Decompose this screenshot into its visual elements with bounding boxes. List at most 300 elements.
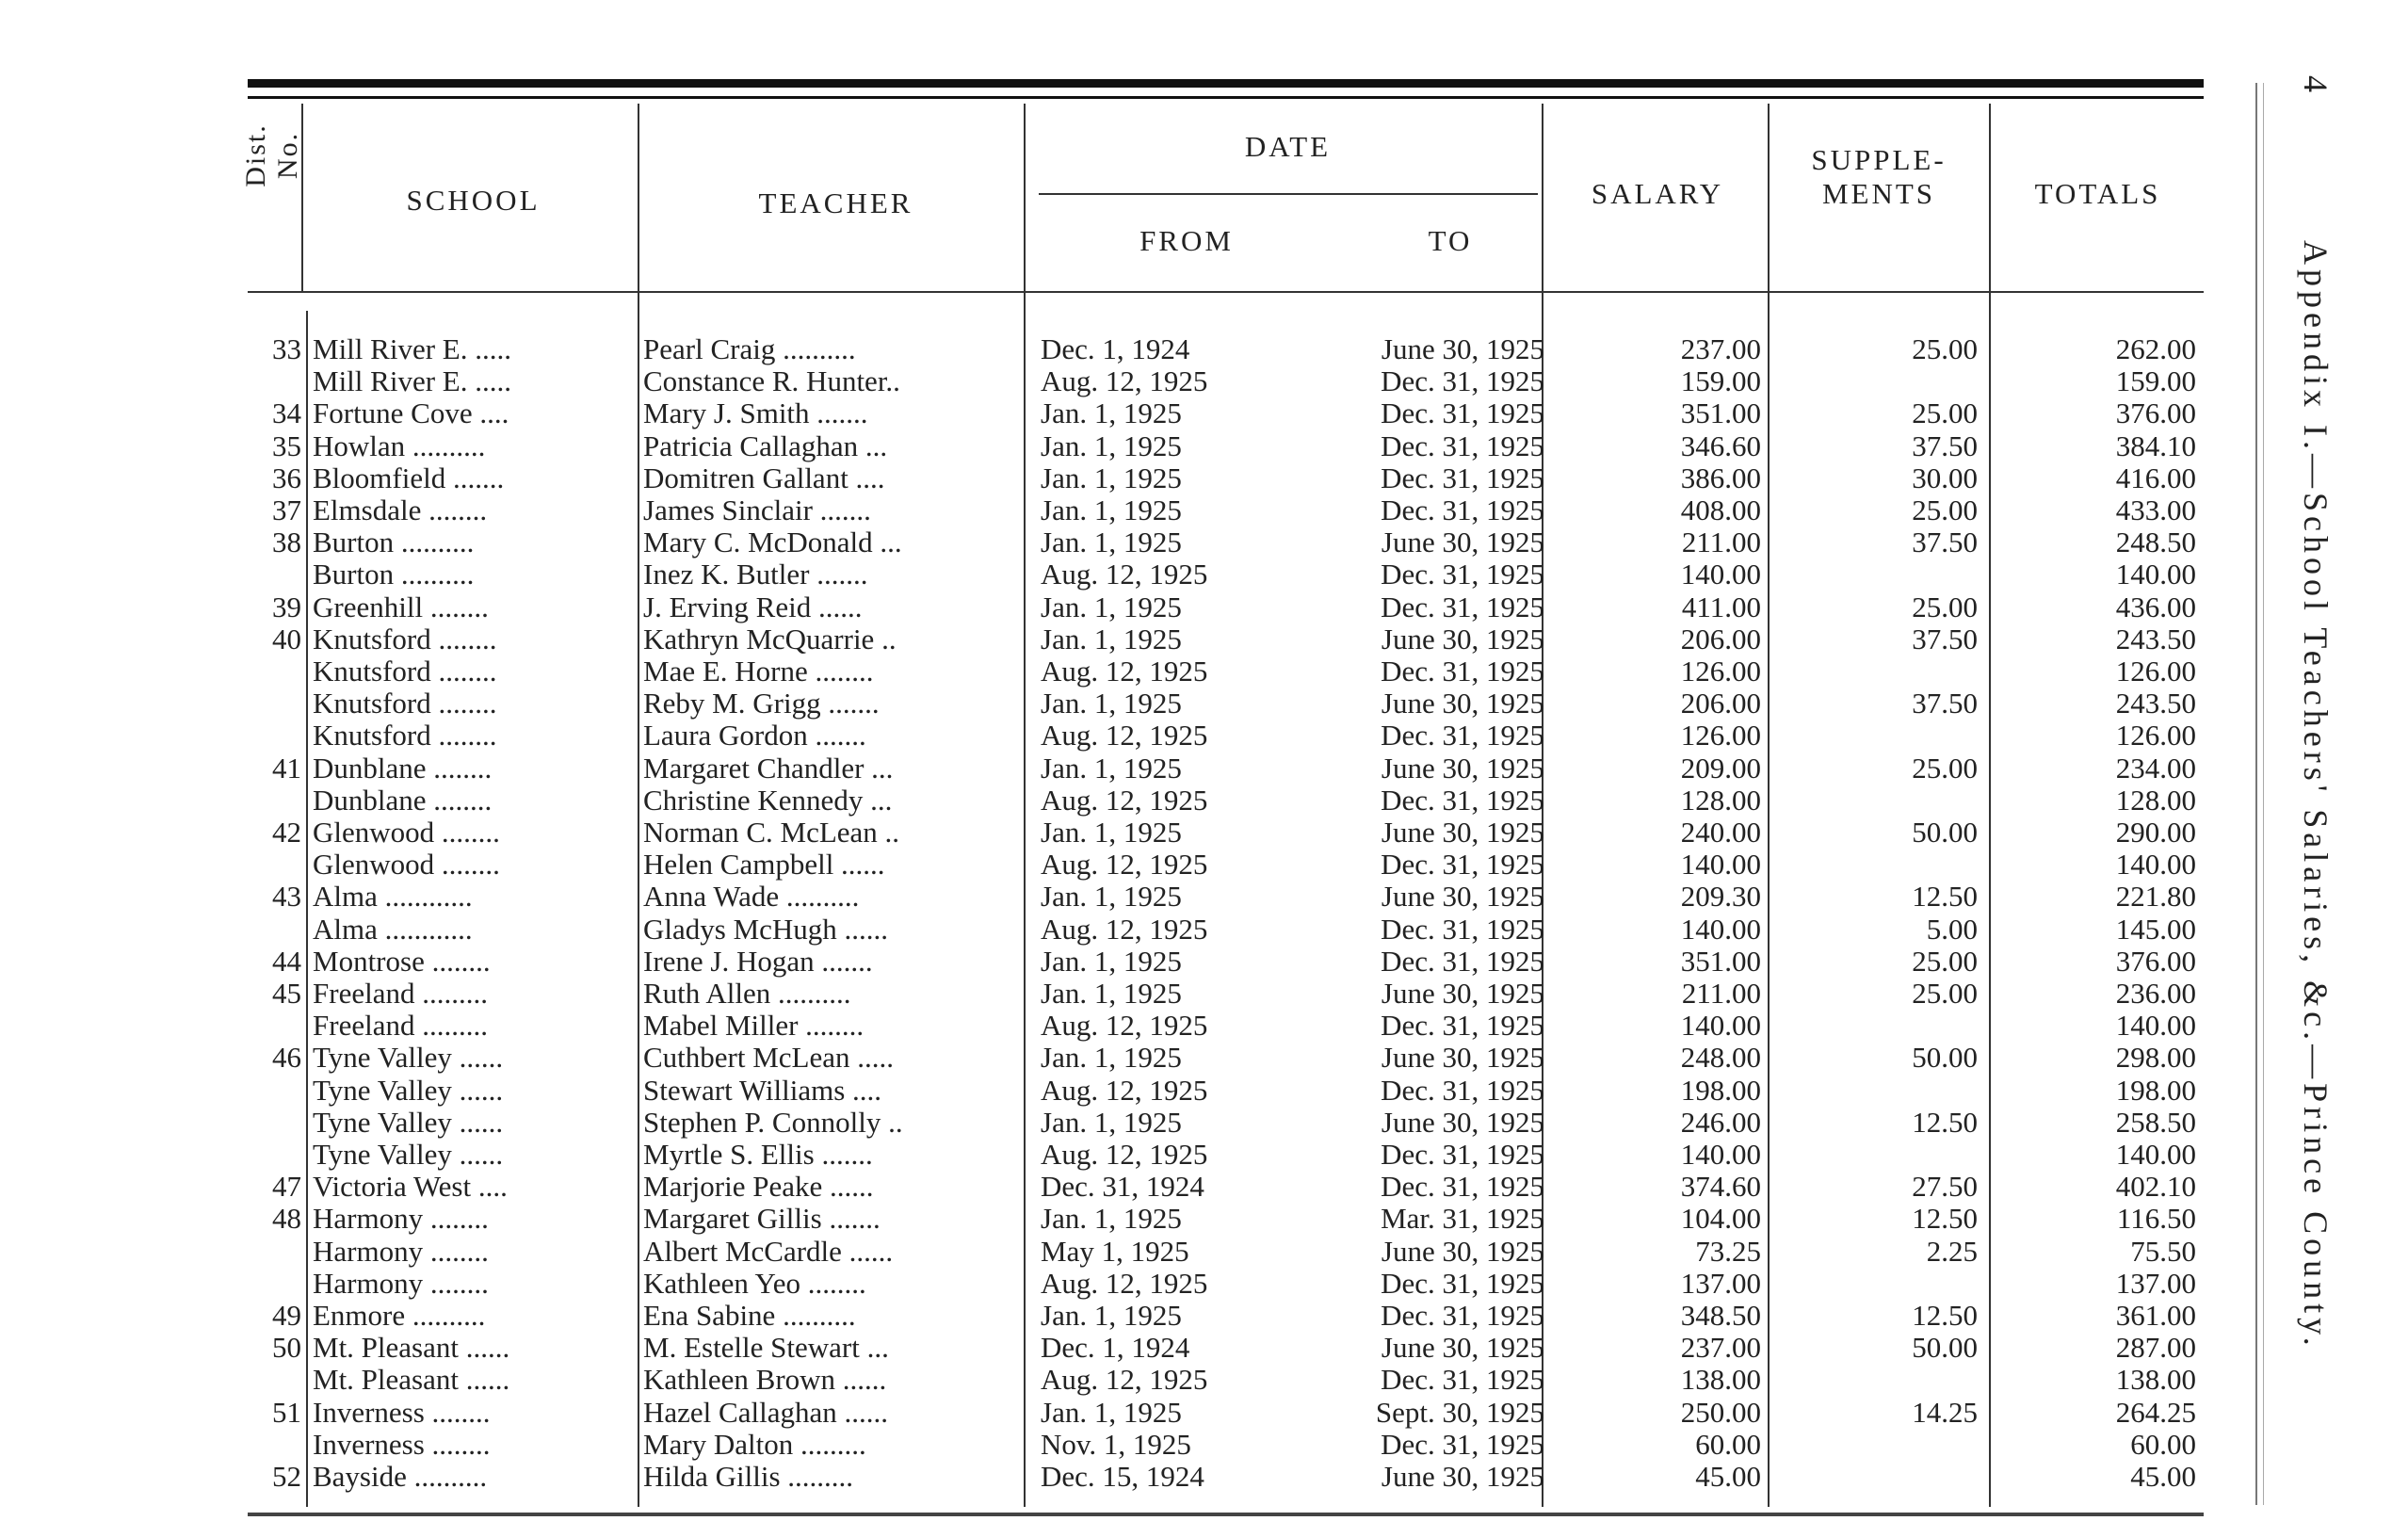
date-to: June 30, 1925 xyxy=(1381,880,1544,914)
table-row xyxy=(0,333,2260,365)
date-from: Aug. 12, 1925 xyxy=(1041,655,1208,688)
teacher-name: M. Estelle Stewart ... xyxy=(643,1331,889,1365)
supplements-value: 5.00 xyxy=(1926,912,1978,946)
date-to: Dec. 31, 1925 xyxy=(1381,461,1544,494)
header-supplements-line1: SUPPLE- xyxy=(1811,143,1947,176)
dist-number: 43 xyxy=(272,880,301,914)
school-name: Tyne Valley ...... xyxy=(313,1105,504,1139)
date-from: Jan. 1, 1925 xyxy=(1041,396,1182,430)
school-name: Inverness ........ xyxy=(313,1395,491,1429)
header-supplements-line2: MENTS xyxy=(1821,177,1936,210)
date-from: Aug. 12, 1925 xyxy=(1041,1138,1208,1171)
salary-value: 104.00 xyxy=(1680,1202,1761,1236)
total-value: 298.00 xyxy=(2115,1041,2196,1075)
supplements-value: 37.50 xyxy=(1912,526,1978,559)
school-name: Fortune Cove .... xyxy=(313,396,509,430)
salary-value: 346.60 xyxy=(1680,429,1761,462)
header-rule xyxy=(248,291,2204,293)
teacher-name: Christine Kennedy ... xyxy=(643,783,893,817)
date-to: June 30, 1925 xyxy=(1381,332,1544,365)
teacher-name: Albert McCardle ...... xyxy=(643,1234,894,1268)
top-rule-thick xyxy=(248,79,2204,88)
dist-number: 37 xyxy=(272,494,301,526)
teacher-name: Kathryn McQuarrie .. xyxy=(643,622,897,655)
salary-value: 60.00 xyxy=(1695,1427,1761,1461)
school-name: Dunblane ........ xyxy=(313,783,493,817)
dist-number: 46 xyxy=(272,1041,301,1075)
date-to: June 30, 1925 xyxy=(1381,622,1544,655)
teacher-name: Helen Campbell ...... xyxy=(643,848,885,882)
date-from: May 1, 1925 xyxy=(1041,1234,1189,1268)
teacher-name: Pearl Craig .......... xyxy=(643,332,856,365)
total-value: 262.00 xyxy=(2115,332,2196,365)
table-row xyxy=(0,1300,2260,1332)
date-from: Jan. 1, 1925 xyxy=(1041,880,1182,914)
salary-value: 348.50 xyxy=(1680,1299,1761,1332)
date-from: Nov. 1, 1925 xyxy=(1041,1427,1191,1461)
school-name: Harmony ........ xyxy=(313,1234,489,1268)
date-from: Jan. 1, 1925 xyxy=(1041,1105,1182,1139)
total-value: 140.00 xyxy=(2115,848,2196,882)
table-row xyxy=(0,1268,2260,1300)
date-to: Dec. 31, 1925 xyxy=(1381,364,1544,398)
top-rule-thin xyxy=(248,96,2204,99)
school-name: Glenwood ........ xyxy=(313,816,500,849)
salary-value: 351.00 xyxy=(1680,944,1761,978)
date-from: Aug. 12, 1925 xyxy=(1041,558,1208,591)
total-value: 402.10 xyxy=(2115,1170,2196,1204)
date-to: Dec. 31, 1925 xyxy=(1381,1299,1544,1332)
table-row xyxy=(0,978,2260,1010)
salary-value: 240.00 xyxy=(1680,816,1761,849)
date-from: Aug. 12, 1925 xyxy=(1041,912,1208,946)
teacher-name: Gladys McHugh ...... xyxy=(643,912,889,946)
school-name: Dunblane ........ xyxy=(313,751,493,785)
total-value: 137.00 xyxy=(2115,1266,2196,1300)
school-name: Enmore .......... xyxy=(313,1299,486,1332)
date-from: Aug. 12, 1925 xyxy=(1041,364,1208,398)
salary-value: 237.00 xyxy=(1680,332,1761,365)
date-to: Dec. 31, 1925 xyxy=(1381,590,1544,623)
total-value: 416.00 xyxy=(2115,461,2196,494)
total-value: 221.80 xyxy=(2115,880,2196,914)
salary-value: 137.00 xyxy=(1680,1266,1761,1300)
supplements-value: 12.50 xyxy=(1912,1105,1978,1139)
table-row xyxy=(0,785,2260,817)
total-value: 145.00 xyxy=(2115,912,2196,946)
table-row xyxy=(0,526,2260,558)
table-row xyxy=(0,365,2260,397)
header-salary: SALARY xyxy=(1591,177,1724,210)
running-title: Appendix I.—School Teachers' Salaries, &c.—Prince County. xyxy=(2297,240,2335,1351)
supplements-value: 25.00 xyxy=(1912,590,1978,623)
teacher-name: Mary J. Smith ....... xyxy=(643,396,868,430)
total-value: 361.00 xyxy=(2115,1299,2196,1332)
table-row xyxy=(0,1332,2260,1364)
teacher-name: Inez K. Butler ....... xyxy=(643,558,868,591)
date-to: Dec. 31, 1925 xyxy=(1381,494,1544,526)
salary-value: 211.00 xyxy=(1681,526,1761,559)
date-from: Aug. 12, 1925 xyxy=(1041,1009,1208,1043)
date-from: Aug. 12, 1925 xyxy=(1041,1073,1208,1107)
school-name: Inverness ........ xyxy=(313,1427,491,1461)
date-from: Aug. 12, 1925 xyxy=(1041,1363,1208,1397)
salary-value: 206.00 xyxy=(1680,687,1761,720)
teacher-name: Stewart Williams .... xyxy=(643,1073,882,1107)
salary-value: 126.00 xyxy=(1680,719,1761,752)
date-from: Aug. 12, 1925 xyxy=(1041,1266,1208,1300)
salary-value: 374.60 xyxy=(1680,1170,1761,1204)
teacher-name: Stephen P. Connolly .. xyxy=(643,1105,903,1139)
date-from: Jan. 1, 1925 xyxy=(1041,1041,1182,1075)
supplements-value: 27.50 xyxy=(1912,1170,1978,1204)
date-to: Dec. 31, 1925 xyxy=(1381,783,1544,817)
total-value: 236.00 xyxy=(2115,977,2196,1010)
total-value: 198.00 xyxy=(2115,1073,2196,1107)
supplements-value: 12.50 xyxy=(1912,1202,1978,1236)
teacher-name: James Sinclair ....... xyxy=(643,494,871,526)
date-to: Dec. 31, 1925 xyxy=(1381,655,1544,688)
school-name: Mt. Pleasant ...... xyxy=(313,1331,510,1365)
date-to: Mar. 31, 1925 xyxy=(1381,1202,1544,1236)
teacher-name: Myrtle S. Ellis ....... xyxy=(643,1138,873,1171)
salary-value: 140.00 xyxy=(1680,912,1761,946)
salary-value: 126.00 xyxy=(1680,655,1761,688)
date-from: Jan. 1, 1925 xyxy=(1041,461,1182,494)
school-name: Knutsford ........ xyxy=(313,719,497,752)
table-row xyxy=(0,494,2260,526)
total-value: 258.50 xyxy=(2115,1105,2196,1139)
date-to: Dec. 31, 1925 xyxy=(1381,848,1544,882)
dist-number: 44 xyxy=(272,944,301,978)
school-name: Tyne Valley ...... xyxy=(313,1041,504,1075)
teacher-name: Laura Gordon ....... xyxy=(643,719,866,752)
table-row xyxy=(0,881,2260,913)
total-value: 116.50 xyxy=(2116,1202,2196,1236)
salary-value: 198.00 xyxy=(1680,1073,1761,1107)
total-value: 45.00 xyxy=(2130,1460,2196,1493)
school-name: Bloomfield ....... xyxy=(313,461,505,494)
table-row xyxy=(0,946,2260,978)
date-to: Dec. 31, 1925 xyxy=(1381,1138,1544,1171)
date-from: Jan. 1, 1925 xyxy=(1041,1202,1182,1236)
school-name: Freeland ......... xyxy=(313,1009,488,1043)
date-to: Dec. 31, 1925 xyxy=(1381,1427,1544,1461)
table-row xyxy=(0,688,2260,720)
teacher-name: Mae E. Horne ........ xyxy=(643,655,874,688)
teacher-name: Norman C. McLean .. xyxy=(643,816,900,849)
date-from: Dec. 1, 1924 xyxy=(1041,1331,1190,1365)
teacher-name: Irene J. Hogan ....... xyxy=(643,944,873,978)
supplements-value: 50.00 xyxy=(1912,816,1978,849)
date-to: Sept. 30, 1925 xyxy=(1375,1395,1544,1429)
supplements-value: 37.50 xyxy=(1912,687,1978,720)
total-value: 140.00 xyxy=(2115,558,2196,591)
table-row xyxy=(0,1429,2260,1461)
dist-number: 47 xyxy=(272,1170,301,1204)
dist-number: 40 xyxy=(272,622,301,655)
page-number: 4 xyxy=(2297,75,2335,97)
salary-value: 248.00 xyxy=(1680,1041,1761,1075)
teacher-name: Cuthbert McLean ..... xyxy=(643,1041,895,1075)
dist-number: 49 xyxy=(272,1299,301,1332)
date-from: Jan. 1, 1925 xyxy=(1041,751,1182,785)
total-value: 126.00 xyxy=(2115,719,2196,752)
school-name: Bayside .......... xyxy=(313,1460,488,1493)
supplements-value: 25.00 xyxy=(1912,944,1978,978)
teacher-name: Domitren Gallant .... xyxy=(643,461,885,494)
school-name: Freeland ......... xyxy=(313,977,488,1010)
school-name: Knutsford ........ xyxy=(313,655,497,688)
teacher-name: Anna Wade .......... xyxy=(643,880,860,914)
salary-value: 140.00 xyxy=(1680,1009,1761,1043)
header-school: SCHOOL xyxy=(406,184,541,217)
dist-number: 38 xyxy=(272,526,301,559)
header-from: FROM xyxy=(1139,224,1234,257)
teacher-name: Mary C. McDonald ... xyxy=(643,526,902,559)
date-to: June 30, 1925 xyxy=(1381,1041,1544,1075)
school-name: Tyne Valley ...... xyxy=(313,1073,504,1107)
total-value: 248.50 xyxy=(2115,526,2196,559)
school-name: Tyne Valley ...... xyxy=(313,1138,504,1171)
supplements-value: 12.50 xyxy=(1912,1299,1978,1332)
table-row xyxy=(0,1107,2260,1139)
school-name: Burton .......... xyxy=(313,558,475,591)
date-divider-rule xyxy=(1039,193,1538,195)
total-value: 290.00 xyxy=(2115,816,2196,849)
table-row xyxy=(0,462,2260,494)
date-to: Dec. 31, 1925 xyxy=(1381,1363,1544,1397)
dist-number: 52 xyxy=(272,1460,301,1493)
total-value: 60.00 xyxy=(2130,1427,2196,1461)
date-to: June 30, 1925 xyxy=(1381,1105,1544,1139)
date-from: Jan. 1, 1925 xyxy=(1041,429,1182,462)
total-value: 140.00 xyxy=(2115,1138,2196,1171)
date-from: Aug. 12, 1925 xyxy=(1041,719,1208,752)
teacher-name: Margaret Chandler ... xyxy=(643,751,894,785)
date-to: Dec. 31, 1925 xyxy=(1381,429,1544,462)
school-name: Harmony ........ xyxy=(313,1266,489,1300)
dist-number: 45 xyxy=(272,977,301,1010)
date-to: June 30, 1925 xyxy=(1381,816,1544,849)
teacher-name: Reby M. Grigg ....... xyxy=(643,687,880,720)
total-value: 138.00 xyxy=(2115,1363,2196,1397)
salary-value: 209.30 xyxy=(1680,880,1761,914)
total-value: 376.00 xyxy=(2115,944,2196,978)
total-value: 126.00 xyxy=(2115,655,2196,688)
table-row xyxy=(0,623,2260,655)
total-value: 384.10 xyxy=(2115,429,2196,462)
table-row xyxy=(0,720,2260,752)
salary-value: 140.00 xyxy=(1680,558,1761,591)
margin-line-thin xyxy=(2263,83,2264,1505)
teacher-name: Marjorie Peake ...... xyxy=(643,1170,874,1204)
table-row xyxy=(0,1236,2260,1268)
date-to: June 30, 1925 xyxy=(1381,687,1544,720)
school-name: Alma ............ xyxy=(313,880,473,914)
supplements-value: 25.00 xyxy=(1912,396,1978,430)
table-row xyxy=(0,1397,2260,1429)
total-value: 75.50 xyxy=(2130,1234,2196,1268)
supplements-value: 25.00 xyxy=(1912,751,1978,785)
date-from: Jan. 1, 1925 xyxy=(1041,687,1182,720)
teacher-name: Mary Dalton ......... xyxy=(643,1427,866,1461)
school-name: Burton .......... xyxy=(313,526,475,559)
date-from: Dec. 1, 1924 xyxy=(1041,332,1190,365)
school-name: Howlan .......... xyxy=(313,429,486,462)
dist-number: 33 xyxy=(272,332,301,365)
salary-value: 206.00 xyxy=(1680,622,1761,655)
dist-number: 35 xyxy=(272,429,301,462)
date-to: June 30, 1925 xyxy=(1381,1234,1544,1268)
salary-value: 209.00 xyxy=(1680,751,1761,785)
salary-value: 351.00 xyxy=(1680,396,1761,430)
table-row xyxy=(0,1139,2260,1171)
date-from: Aug. 12, 1925 xyxy=(1041,783,1208,817)
total-value: 140.00 xyxy=(2115,1009,2196,1043)
date-to: Dec. 31, 1925 xyxy=(1381,912,1544,946)
supplements-value: 50.00 xyxy=(1912,1331,1978,1365)
date-to: Dec. 31, 1925 xyxy=(1381,1009,1544,1043)
teacher-name: Patricia Callaghan ... xyxy=(643,429,888,462)
table-row xyxy=(0,1042,2260,1074)
salary-value: 411.00 xyxy=(1681,590,1761,623)
table-row xyxy=(0,1010,2260,1042)
teacher-name: Ena Sabine .......... xyxy=(643,1299,856,1332)
salary-value: 140.00 xyxy=(1680,1138,1761,1171)
supplements-value: 25.00 xyxy=(1912,977,1978,1010)
salary-value: 250.00 xyxy=(1680,1395,1761,1429)
date-from: Jan. 1, 1925 xyxy=(1041,1299,1182,1332)
supplements-value: 2.25 xyxy=(1926,1234,1978,1268)
table-row xyxy=(0,1171,2260,1203)
school-name: Mt. Pleasant ...... xyxy=(313,1363,510,1397)
school-name: Elmsdale ........ xyxy=(313,494,488,526)
table-row xyxy=(0,1075,2260,1107)
date-to: June 30, 1925 xyxy=(1381,1460,1544,1493)
date-to: June 30, 1925 xyxy=(1381,977,1544,1010)
table-row xyxy=(0,817,2260,849)
dist-number: 41 xyxy=(272,751,301,785)
table-row xyxy=(0,430,2260,462)
salary-value: 73.25 xyxy=(1695,1234,1761,1268)
dist-number: 36 xyxy=(272,461,301,494)
date-to: Dec. 31, 1925 xyxy=(1381,396,1544,430)
teacher-name: Hilda Gillis ......... xyxy=(643,1460,854,1493)
date-from: Jan. 1, 1925 xyxy=(1041,590,1182,623)
table-row xyxy=(0,591,2260,623)
dist-number: 34 xyxy=(272,396,301,430)
date-from: Dec. 15, 1924 xyxy=(1041,1460,1204,1493)
teacher-name: J. Erving Reid ...... xyxy=(643,590,863,623)
supplements-value: 14.25 xyxy=(1912,1395,1978,1429)
school-name: Knutsford ........ xyxy=(313,687,497,720)
school-name: Harmony ........ xyxy=(313,1202,489,1236)
date-from: Jan. 1, 1925 xyxy=(1041,494,1182,526)
salary-value: 45.00 xyxy=(1695,1460,1761,1493)
supplements-value: 37.50 xyxy=(1912,429,1978,462)
table-row xyxy=(0,397,2260,429)
salary-value: 138.00 xyxy=(1680,1363,1761,1397)
date-to: June 30, 1925 xyxy=(1381,1331,1544,1365)
total-value: 128.00 xyxy=(2115,783,2196,817)
dist-number: 48 xyxy=(272,1202,301,1236)
header-totals: TOTALS xyxy=(2034,177,2161,210)
teacher-name: Ruth Allen .......... xyxy=(643,977,851,1010)
dist-number: 51 xyxy=(272,1395,301,1429)
salary-value: 159.00 xyxy=(1680,364,1761,398)
salary-value: 211.00 xyxy=(1681,977,1761,1010)
supplements-value: 37.50 xyxy=(1912,622,1978,655)
total-value: 433.00 xyxy=(2115,494,2196,526)
salary-value: 246.00 xyxy=(1680,1105,1761,1139)
supplements-value: 25.00 xyxy=(1912,494,1978,526)
total-value: 243.50 xyxy=(2115,687,2196,720)
table-row xyxy=(0,1364,2260,1396)
supplements-value: 25.00 xyxy=(1912,332,1978,365)
date-from: Aug. 12, 1925 xyxy=(1041,848,1208,882)
teacher-name: Mabel Miller ........ xyxy=(643,1009,865,1043)
date-to: Dec. 31, 1925 xyxy=(1381,558,1544,591)
date-to: Dec. 31, 1925 xyxy=(1381,719,1544,752)
header-date: DATE xyxy=(1244,130,1332,163)
salary-value: 386.00 xyxy=(1680,461,1761,494)
teacher-name: Constance R. Hunter.. xyxy=(643,364,900,398)
total-value: 159.00 xyxy=(2115,364,2196,398)
date-from: Jan. 1, 1925 xyxy=(1041,1395,1182,1429)
teacher-name: Hazel Callaghan ...... xyxy=(643,1395,888,1429)
table-row xyxy=(0,558,2260,591)
date-from: Dec. 31, 1924 xyxy=(1041,1170,1204,1204)
header-teacher: TEACHER xyxy=(758,186,913,219)
salary-value: 140.00 xyxy=(1680,848,1761,882)
teacher-name: Margaret Gillis ....... xyxy=(643,1202,881,1236)
school-name: Montrose ........ xyxy=(313,944,491,978)
date-to: Dec. 31, 1925 xyxy=(1381,944,1544,978)
salary-value: 237.00 xyxy=(1680,1331,1761,1365)
table-row xyxy=(0,655,2260,688)
header-to: TO xyxy=(1428,224,1473,257)
dist-number: 39 xyxy=(272,590,301,623)
total-value: 234.00 xyxy=(2115,751,2196,785)
table-row xyxy=(0,752,2260,785)
date-to: Dec. 31, 1925 xyxy=(1381,1073,1544,1107)
school-name: Knutsford ........ xyxy=(313,622,497,655)
dist-number: 42 xyxy=(272,816,301,849)
supplements-value: 30.00 xyxy=(1912,461,1978,494)
total-value: 376.00 xyxy=(2115,396,2196,430)
date-to: Dec. 31, 1925 xyxy=(1381,1170,1544,1204)
date-from: Jan. 1, 1925 xyxy=(1041,816,1182,849)
teacher-name: Kathleen Brown ...... xyxy=(643,1363,887,1397)
date-from: Jan. 1, 1925 xyxy=(1041,944,1182,978)
school-name: Alma ............ xyxy=(313,912,473,946)
dist-number: 50 xyxy=(272,1331,301,1365)
date-to: June 30, 1925 xyxy=(1381,751,1544,785)
table-row xyxy=(0,1203,2260,1235)
table-row xyxy=(0,849,2260,881)
date-from: Jan. 1, 1925 xyxy=(1041,526,1182,559)
total-value: 264.25 xyxy=(2115,1395,2196,1429)
school-name: Mill River E. ..... xyxy=(313,332,511,365)
school-name: Mill River E. ..... xyxy=(313,364,511,398)
supplements-value: 12.50 xyxy=(1912,880,1978,914)
bottom-rule xyxy=(248,1513,2204,1516)
school-name: Victoria West .... xyxy=(313,1170,508,1204)
table-row xyxy=(0,1461,2260,1493)
total-value: 287.00 xyxy=(2115,1331,2196,1365)
total-value: 436.00 xyxy=(2115,590,2196,623)
